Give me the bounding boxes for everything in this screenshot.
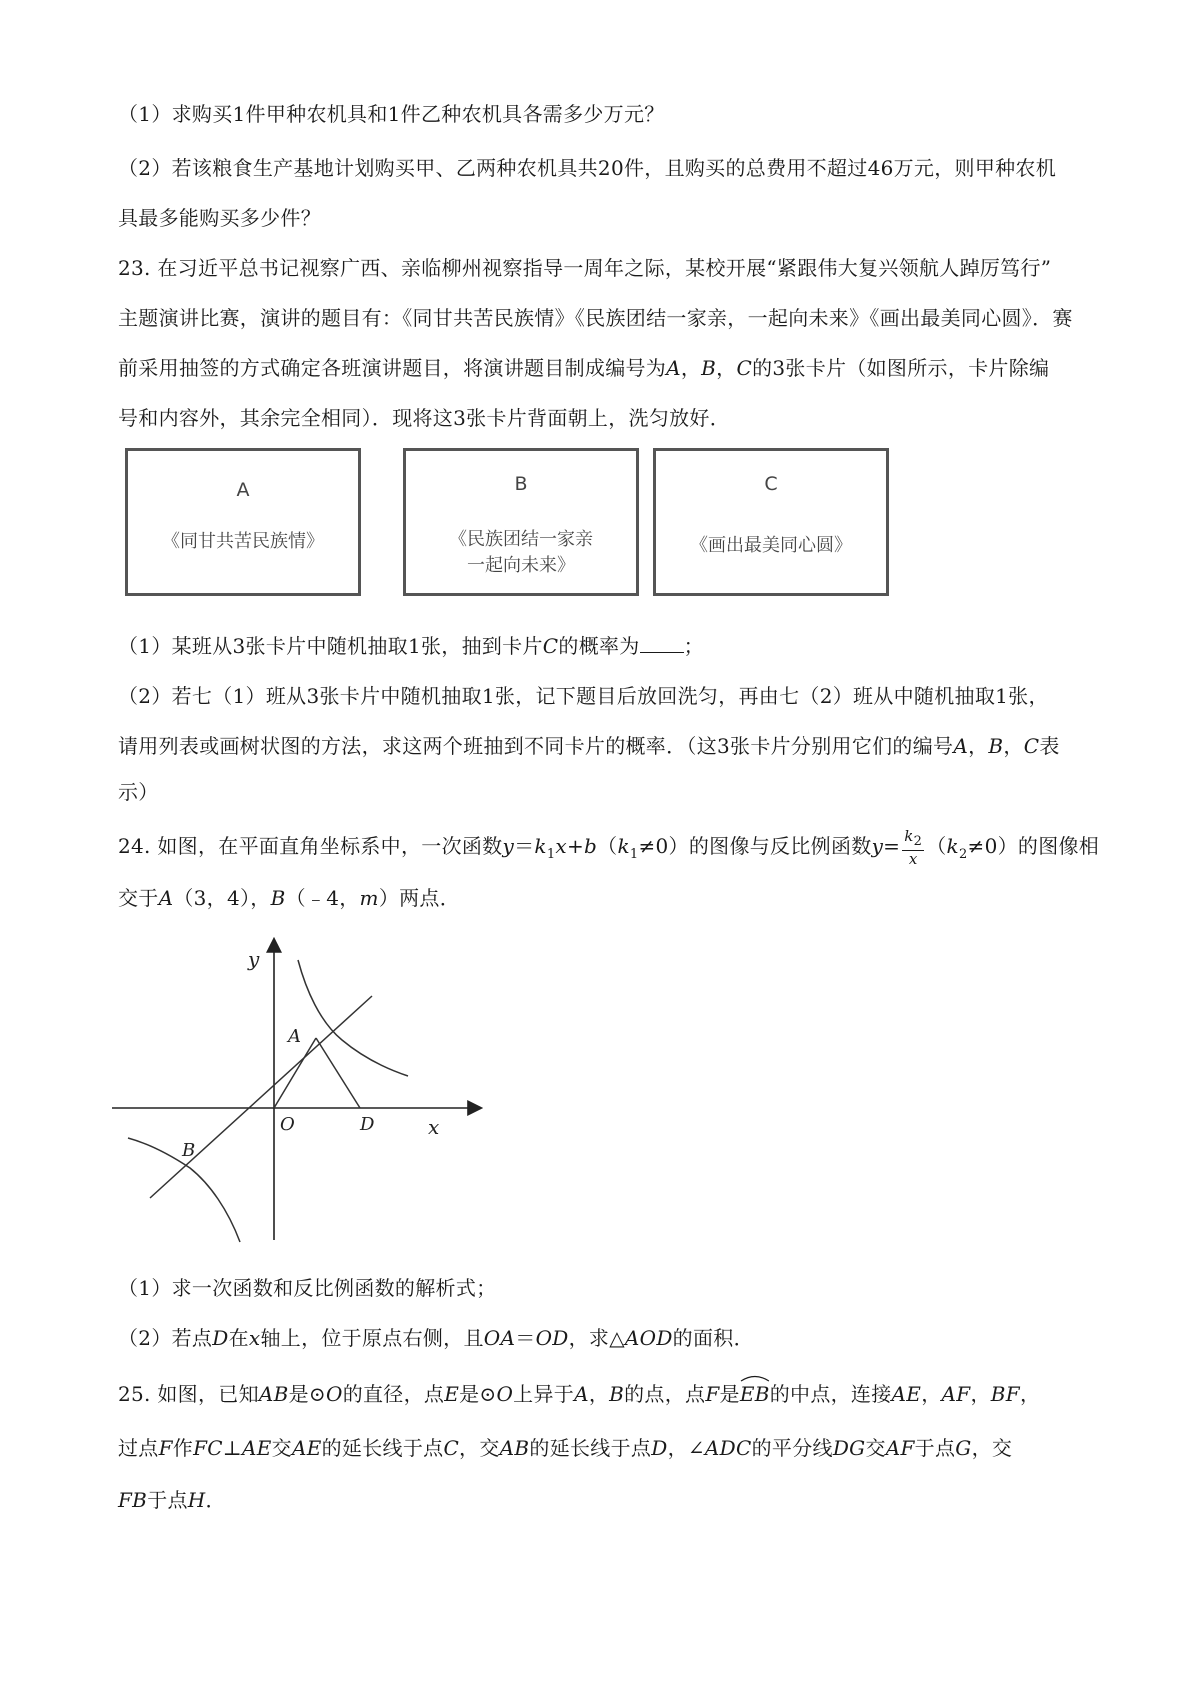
q25-line1: 25. 如图，已知AB是⊙O的直径，点E是⊙O上异于A，B的点，点F是 EB的中点，连接AE，AF，BF， (118, 1378, 1040, 1407)
card-letter: C (764, 473, 778, 495)
card-c (653, 448, 889, 596)
q25-line2: 过点F作FC⊥AE交AE的延长线于点C，交AB的延长线于点D，∠ADC的平分线DG交AF于点G，交 (118, 1436, 1013, 1460)
q23-line1: 23. 在习近平总书记视察广西、亲临柳州视察指导一周年之际，某校开展“紧跟伟大复兴领航人踔厉笃行” (118, 256, 1052, 280)
card-title-line2: 一起向未来》 (467, 555, 575, 576)
card-letter: B (514, 473, 528, 495)
point-a-label: A (288, 1026, 301, 1047)
hyperbola-branch-1 (298, 960, 408, 1076)
arc-eb: EB (740, 1382, 770, 1406)
answer-blank (640, 634, 684, 653)
card-letter: A (236, 479, 250, 501)
x-axis-label: x (428, 1115, 440, 1139)
q24-sub1: （1）求一次函数和反比例函数的解析式； (118, 1276, 497, 1300)
linear-function-line (150, 996, 372, 1198)
card-title: 《同甘共苦民族情》 (162, 531, 324, 552)
card-title: 《画出最美同心圆》 (690, 535, 852, 556)
q22-sub1: （1）求购买1件甲种农机具和1件乙种农机具各需多少万元？ (118, 102, 665, 126)
q23-line2: 主题演讲比赛，演讲的题目有：《同甘共苦民族情》《民族团结一家亲，一起向未来》《画出最美同心圆》．赛 (118, 306, 1073, 330)
q23-sub2-line2: 请用列表或画树状图的方法，求这两个班抽到不同卡片的概率．（这3张卡片分别用它们的编号A，B，C表 (118, 734, 1060, 758)
q23-sub2-line1: （2）若七（1）班从3张卡片中随机抽取1张，记下题目后放回洗匀，再由七（2）班从中随机抽取1张， (118, 684, 1049, 708)
q23-sub1: （1）某班从3张卡片中随机抽取1张，抽到卡片C的概率为 ； (118, 634, 704, 658)
y-axis-label: y (248, 947, 260, 971)
card-a (125, 448, 361, 596)
point-b-label: B (182, 1140, 196, 1161)
card-title: 《民族团结一家亲 (449, 529, 593, 550)
point-d-label: D (360, 1114, 375, 1135)
coordinate-graph (110, 930, 490, 1250)
arc-icon (740, 1372, 770, 1382)
q23-line4: 号和内容外，其余完全相同）．现将这3张卡片背面朝上，洗匀放好． (118, 406, 731, 430)
q24-line1: 24. 如图，在平面直角坐标系中，一次函数$y=k_1x+b(k_1\ne 0)$的图像与反比例函数y= $\frac{k_2}{x}$ $(k_2\ne 0)$的图像相 (118, 827, 1100, 868)
q24-sub2: （2）若点D在x轴上，位于原点右侧，且OA＝OD，求△AOD的面积． (118, 1326, 754, 1350)
card-b (403, 448, 639, 596)
q23-sub2-line3: 示） (118, 780, 159, 804)
q22-sub2-line1: （2）若该粮食生产基地计划购买甲、乙两种农机具共20件，且购买的总费用不超过46万元，则甲种农机 (118, 156, 1057, 180)
origin-label: O (280, 1114, 295, 1135)
q24-line2: 交于A（3，4），B（﹣4，m）两点． (118, 886, 461, 910)
q22-sub2-line2: 具最多能购买多少件？ (118, 206, 321, 230)
q25-line3: FB于点H． (118, 1488, 226, 1512)
segment-oa (274, 1038, 316, 1108)
fraction-k2-over-x: $\frac{k_2}{x}$ (904, 827, 923, 868)
q23-line3: 前采用抽签的方式确定各班演讲题目，将演讲题目制成编号为A，B，C的3张卡片（如图所示，卡片除编 (118, 356, 1050, 380)
